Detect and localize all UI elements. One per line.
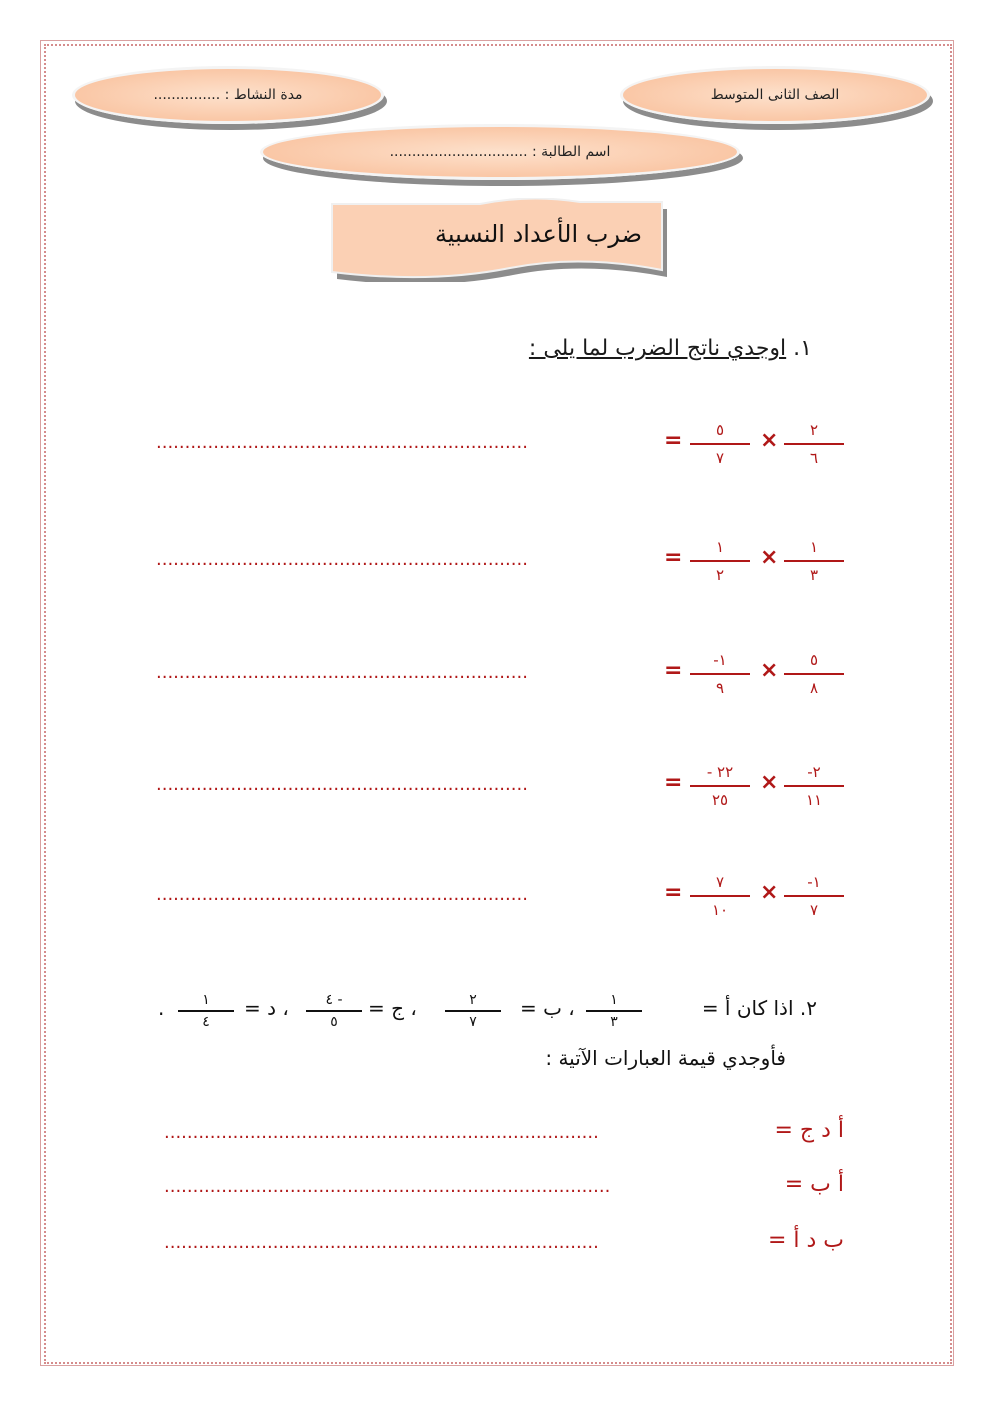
answer-line[interactable]: ................................................................. [156, 432, 528, 453]
fraction-bar [784, 785, 844, 787]
answer-line[interactable]: ................................................................. [156, 774, 528, 795]
q2-b-numerator: ٢ [469, 992, 477, 1008]
fraction-bar [690, 560, 750, 562]
fraction-bar [690, 673, 750, 675]
expression-label: أ د ج = [774, 1118, 844, 1143]
q2-c-numerator: ٤ - [325, 992, 343, 1008]
denominator: ١٠ [711, 901, 729, 919]
q2-a-bar [586, 1010, 642, 1012]
q2-d-numerator: ١ [202, 992, 210, 1008]
expression-label: أ ب = [784, 1172, 844, 1197]
fraction-second [690, 537, 750, 585]
student-name-oval [260, 124, 740, 180]
times-sign: × [760, 770, 779, 795]
fraction-bar [784, 560, 844, 562]
equals-sign: = [664, 658, 683, 683]
denominator: ٢ [715, 566, 725, 584]
question2-prefix: ٢. اذا كان أ = [701, 996, 817, 1020]
denominator: ٨ [809, 679, 819, 697]
numerator: ٢- [807, 763, 821, 781]
numerator: ٥ [715, 421, 725, 439]
fraction-second [690, 762, 750, 810]
fraction-bar [690, 895, 750, 897]
q2-b-bar [445, 1010, 501, 1012]
expression-answer-line[interactable]: ............................................................................ [164, 1122, 599, 1143]
numerator: ٥ [809, 651, 819, 669]
q2-b-denominator: ٧ [469, 1013, 477, 1030]
fraction-second [690, 420, 750, 468]
times-sign: × [760, 880, 779, 905]
student-name-label: اسم الطالبة : ............................... [389, 144, 611, 160]
fraction-first [784, 650, 844, 698]
numerator: ٧ [715, 873, 725, 891]
duration-oval [72, 66, 384, 124]
denominator: ٣ [809, 566, 819, 584]
fraction-second [690, 872, 750, 920]
q2-c-denominator: ٥ [330, 1013, 338, 1030]
question2-c-label: ، ج = [368, 996, 417, 1020]
q2-fraction-c [306, 992, 362, 1030]
answer-line[interactable]: ................................................................. [156, 662, 528, 683]
numerator: ١ [715, 538, 725, 556]
equals-sign: = [664, 545, 683, 570]
q2-d-denominator: ٤ [202, 1013, 210, 1030]
denominator: ٦ [809, 449, 819, 467]
expression-label: ب د أ = [767, 1228, 844, 1253]
numerator: ١ [809, 538, 819, 556]
numerator: ١- [713, 651, 727, 669]
duration-label: مدة النشاط : ............... [153, 87, 303, 103]
denominator: ٧ [809, 901, 819, 919]
question2-b-label: ، ب = [520, 996, 575, 1020]
answer-line[interactable]: ................................................................. [156, 884, 528, 905]
q2-c-bar [306, 1010, 362, 1012]
denominator: ٩ [715, 679, 725, 697]
equals-sign: = [664, 428, 683, 453]
answer-line[interactable]: ................................................................. [156, 549, 528, 570]
denominator: ٧ [715, 449, 725, 467]
q2-d-bar [178, 1010, 234, 1012]
grade-label: الصف الثانى المتوسط [710, 87, 840, 103]
q2-fraction-a [586, 992, 642, 1030]
fraction-first [784, 420, 844, 468]
fraction-bar [784, 895, 844, 897]
q2-a-numerator: ١ [610, 992, 618, 1008]
q2-fraction-b [445, 992, 501, 1030]
question1-text: اوجدي ناتج الضرب لما يلى : [528, 336, 787, 361]
equals-sign: = [664, 770, 683, 795]
numerator: ٢ [809, 421, 819, 439]
times-sign: × [760, 428, 779, 453]
times-sign: × [760, 545, 779, 570]
fraction-bar [690, 443, 750, 445]
numerator: ٢٢ - [706, 763, 734, 781]
fraction-second [690, 650, 750, 698]
q2-fraction-d [178, 992, 234, 1030]
fraction-first [784, 762, 844, 810]
page-title: ضرب الأعداد النسبية [434, 220, 642, 248]
expression-answer-line[interactable]: .............................................................................. [164, 1176, 611, 1197]
question2-period: . [158, 996, 165, 1020]
grade-oval [620, 66, 930, 124]
times-sign: × [760, 658, 779, 683]
denominator: ١١ [805, 791, 823, 809]
expression-answer-line[interactable]: ............................................................................ [164, 1232, 599, 1253]
fraction-first [784, 537, 844, 585]
fraction-bar [784, 673, 844, 675]
fraction-bar [784, 443, 844, 445]
title-banner [330, 198, 668, 282]
question2-d-label: ، د = [244, 996, 289, 1020]
equals-sign: = [664, 880, 683, 905]
fraction-first [784, 872, 844, 920]
denominator: ٢٥ [711, 791, 729, 809]
fraction-bar [690, 785, 750, 787]
q2-a-denominator: ٣ [610, 1013, 618, 1030]
numerator: ١- [807, 873, 821, 891]
question2-instruction: فأوجدي قيمة العبارات الآتية : [545, 1046, 786, 1070]
question1-number: ١. [793, 336, 812, 361]
question1-title [529, 336, 812, 361]
